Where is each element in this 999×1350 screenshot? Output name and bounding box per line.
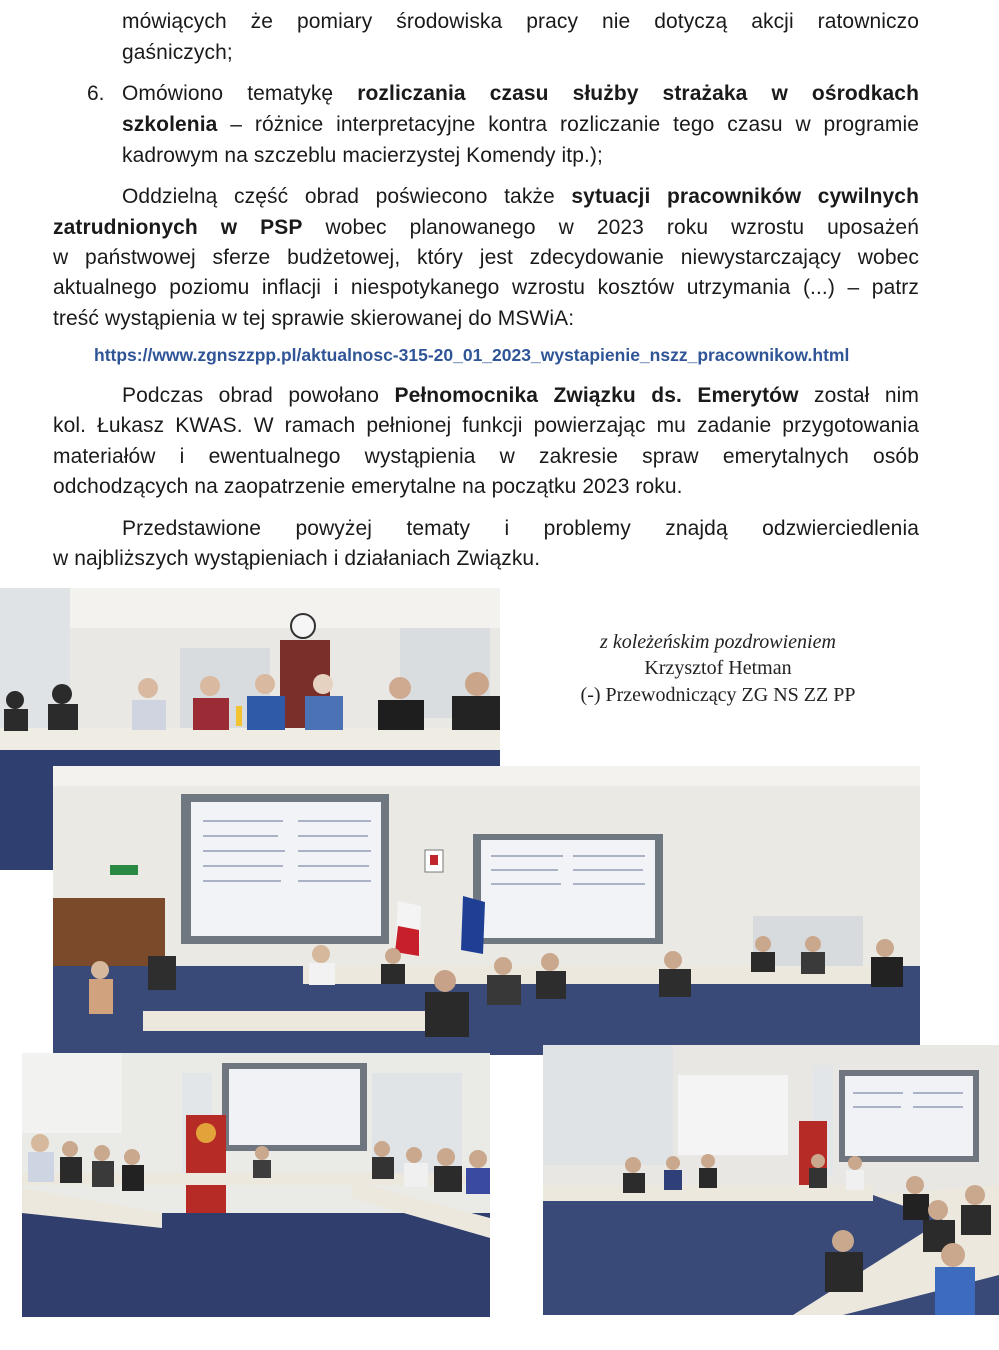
paragraph-continuation-line-2: gaśniczych; — [122, 41, 233, 64]
paragraph-continuation-line-1: mówiących że pomiary środowiska pracy nie dotyczą akcji ratowniczo — [122, 10, 919, 33]
list-item-6-line-2: szkolenia – różnice interpretacyjne kontra rozliczanie tego czasu w programie — [122, 113, 919, 136]
paragraph-2-line-2: zatrudnionych w PSP wobec planowanego w 2023 roku wzrostu uposażeń — [53, 216, 919, 239]
paragraph-2-line-3: w państwowej sferze budżetowej, który jest zdecydowanie niewystarczający wobec — [53, 246, 919, 269]
paragraph-2-line-5: treść wystąpienia w tej sprawie skierowanej do MSWiA: — [53, 307, 575, 330]
paragraph-3-line-4: odchodzących na zaopatrzenie emerytalne na początku 2023 roku. — [53, 475, 683, 498]
signature-name: Krzysztof Hetman — [644, 657, 792, 679]
list-item-number: 6. — [87, 82, 105, 105]
signature-greeting: z koleżeńskim pozdrowieniem — [600, 631, 836, 653]
meeting-photo-2 — [53, 766, 920, 1055]
paragraph-3-line-2: kol. Łukasz KWAS. W ramach pełnionej funkcji powierzając mu zadanie przygotowania — [53, 414, 919, 437]
paragraph-4-line-1: Przedstawione powyżej tematy i problemy znajdą odzwierciedlenia — [122, 517, 919, 540]
paragraph-2-line-1: Oddzielną część obrad poświecono także sytuacji pracowników cywilnych — [122, 185, 919, 208]
paragraph-4-line-2: w najbliższych wystąpieniach i działaniach Związku. — [53, 547, 541, 570]
paragraph-3-line-3: materiałów i ewentualnego wystąpienia w zakresie spraw emerytalnych osób — [53, 445, 919, 468]
signature-role: (-) Przewodniczący ZG NS ZZ PP — [580, 684, 856, 706]
meeting-photo-4 — [543, 1045, 999, 1315]
list-item-6-line-3: kadrowym na szczeblu macierzystej Komendy itp.); — [122, 144, 603, 167]
statement-link[interactable]: https://www.zgnszzpp.pl/aktualnosc-315-20_01_2023_wystapienie_nszz_pracownikow.html — [94, 345, 850, 365]
paragraph-3-line-1: Podczas obrad powołano Pełnomocnika Związku ds. Emerytów został nim — [122, 384, 919, 407]
list-item-6-line-1: Omówiono tematykę rozliczania czasu służby strażaka w ośrodkach — [122, 82, 919, 105]
paragraph-2-line-4: aktualnego poziomu inflacji i niespotykanego wzrostu kosztów utrzymania (...) – patrz — [53, 276, 919, 299]
meeting-photo-3 — [22, 1053, 490, 1317]
